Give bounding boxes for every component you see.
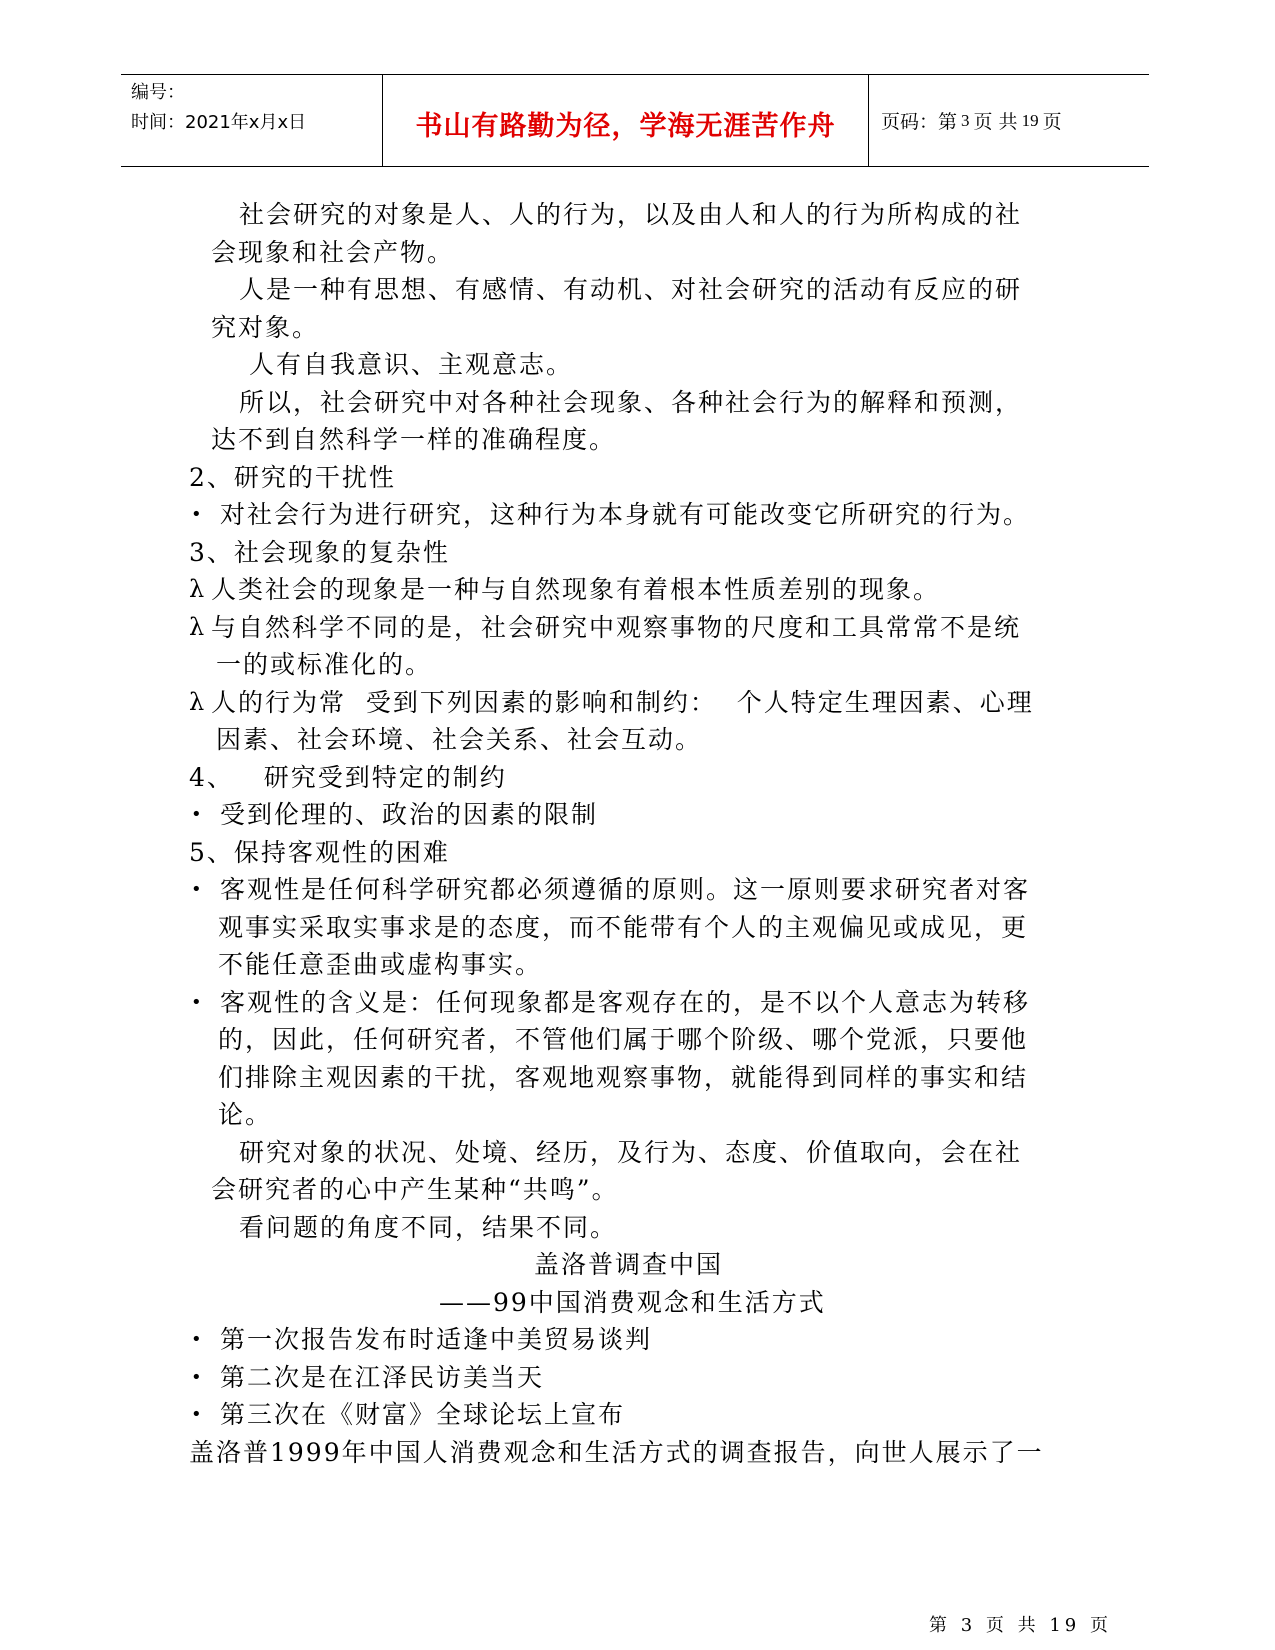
list-item-text: 客观性的含义是：任何现象都是客观存在的，是不以个人意志为转移 [220,987,1031,1017]
bullet-icon: • [191,991,204,1013]
page-current: 3 [961,110,970,130]
lambda-bullet-icon: λ [189,612,207,641]
list-item-continuation: 观事实采取实事求是的态度，而不能带有个人的主观偏见或成见，更 [218,912,1029,942]
paragraph: 会现象和社会产物。 [211,237,455,267]
list-item-text: 人的行为常 受到下列因素的影响和制约： 个人特定生理因素、心理 [211,687,1034,717]
section-heading: 4、 研究受到特定的制约 [189,762,507,792]
time-label: 时间：2021年x月x日 [131,112,307,133]
bullet-icon: • [191,1404,204,1425]
paragraph: 达不到自然科学一样的准确程度。 [211,425,617,454]
list-item-text: 对社会行为进行研究，这种行为本身就有可能改变它所研究的行为。 [220,500,1031,529]
lambda-bullet-icon: λ [189,575,207,603]
list-item-continuation: 们排除主观因素的干扰，客观地观察事物，就能得到同样的事实和结 [218,1062,1029,1092]
paragraph: 究对象。 [211,312,320,342]
document-body [189,196,1089,1471]
list-item [189,609,1089,647]
bullet-icon: • [191,804,204,825]
section-title: 盖洛普调查中国 [534,1250,724,1279]
section-heading: 3、社会现象的复杂性 [189,537,450,567]
list-item [189,984,1089,1022]
paragraph: 研究对象的状况、处境、经历，及行为、态度、价值取向，会在社 [239,1137,1023,1167]
page-header [121,74,1149,167]
page-mid: 页 共 [973,111,1018,133]
list-item-continuation: 不能任意歪曲或虚构事实。 [218,950,543,979]
bullet-icon: • [191,1329,204,1350]
page-footer: 第 3 页 共 19 页 [929,1615,1112,1636]
list-item-continuation: 因素、社会环境、社会关系、社会互动。 [216,725,703,754]
list-item [189,1396,1089,1434]
paragraph: 所以，社会研究中对各种社会现象、各种社会行为的解释和预测， [239,387,1023,417]
list-item-text: 第一次报告发布时适逢中美贸易谈判 [220,1325,653,1354]
section-heading: 2、研究的干扰性 [189,462,396,492]
list-item-text: 与自然科学不同的是，社会研究中观察事物的尺度和工具常常不是统 [211,612,1022,642]
bullet-icon: • [191,504,204,525]
list-item-continuation: 的，因此，任何研究者，不管他们属于哪个阶级、哪个党派，只要他 [218,1025,1029,1054]
list-item [189,684,1089,722]
list-item-text: 人类社会的现象是一种与自然现象有着根本性质差别的现象。 [211,575,941,604]
header-meta [121,75,383,166]
page-suffix: 页 [1042,111,1062,133]
bullet-icon: • [191,879,204,900]
paragraph: 人是一种有思想、有感情、有动机、对社会研究的活动有反应的研 [239,275,1023,304]
list-item-continuation: 一的或标准化的。 [216,650,433,679]
list-item [189,571,1089,609]
list-item-text: 受到伦理的、政治的因素的限制 [220,800,599,829]
list-item [189,1321,1089,1359]
number-label: 编号： [131,82,185,103]
bullet-icon: • [191,1366,204,1388]
paragraph: 会研究者的心中产生某种“共鸣”。 [211,1175,619,1204]
list-item [189,1359,1089,1397]
list-item-text: 客观性是任何科学研究都必须遵循的原则。这一原则要求研究者对客 [220,875,1031,904]
paragraph: 人有自我意识、主观意志。 [249,350,574,379]
list-item-continuation: 论。 [218,1100,273,1129]
page-prefix: 页码：第 [881,111,958,133]
page-total: 19 [1021,110,1039,130]
section-subtitle: ——99中国消费观念和生活方式 [439,1287,826,1317]
list-item [189,871,1089,909]
paragraph: 盖洛普1999年中国人消费观念和生活方式的调查报告，向世人展示了一 [189,1437,1044,1467]
paragraph: 社会研究的对象是人、人的行为，以及由人和人的行为所构成的社 [239,200,1023,229]
list-item-text: 第二次是在江泽民访美当天 [220,1362,545,1392]
lambda-bullet-icon: λ [189,687,207,716]
header-motto: 书山有路勤为径，学海无涯苦作舟 [383,75,869,166]
list-item-text: 第三次在《财富》全球论坛上宣布 [220,1400,626,1429]
paragraph: 看问题的角度不同，结果不同。 [239,1212,618,1242]
header-page-info [869,75,1149,166]
section-heading: 5、保持客观性的困难 [189,837,450,867]
list-item [189,496,1089,534]
list-item [189,796,1089,834]
